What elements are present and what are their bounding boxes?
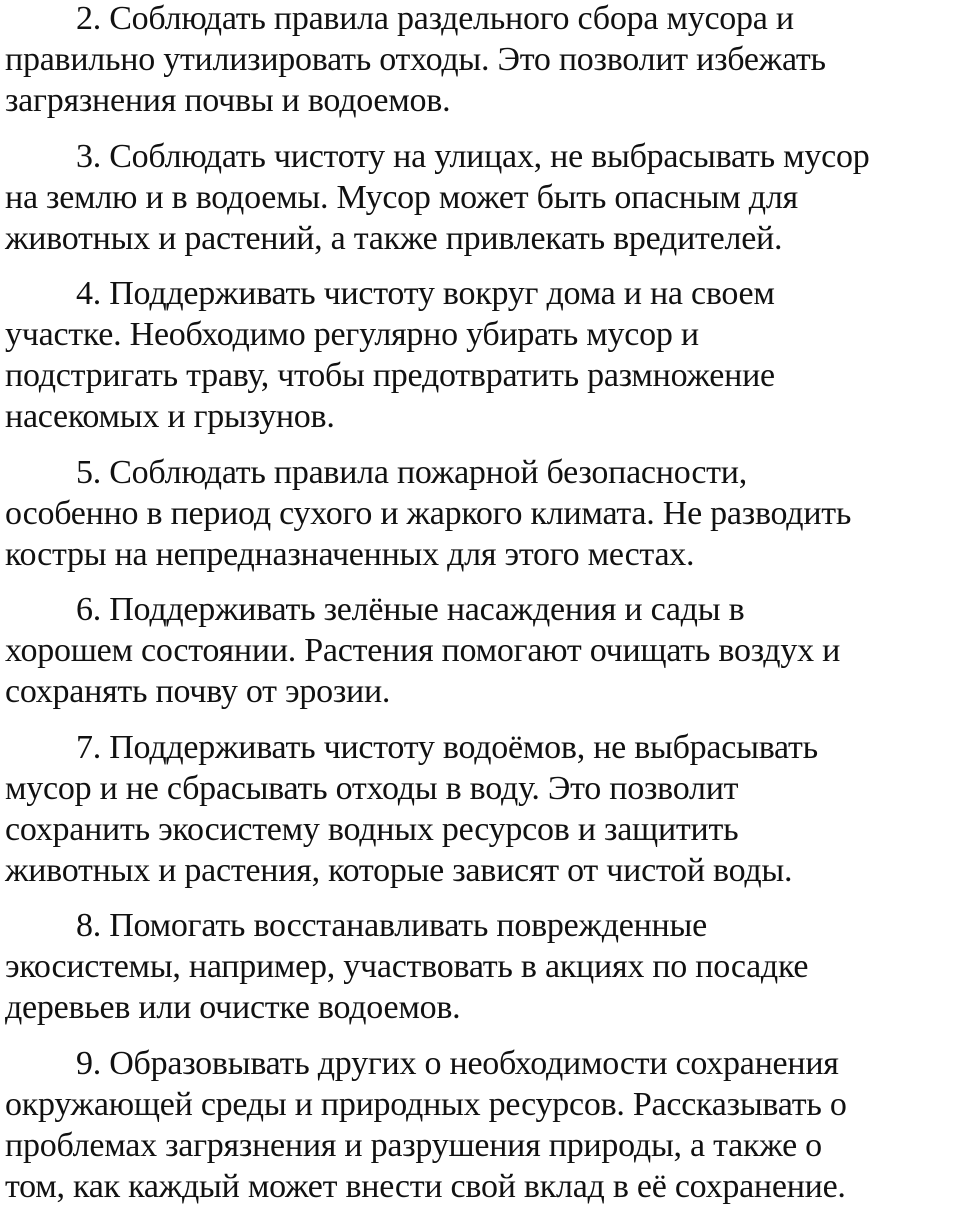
paragraph-line: деревьев или очистке водоемов. bbox=[5, 989, 461, 1026]
list-item-7 bbox=[5, 727, 960, 891]
paragraph-line: проблемах загрязнения и разрушения природы, а также о bbox=[5, 1126, 822, 1164]
paragraph-line: 5. Соблюдать правила пожарной безопасности, bbox=[76, 453, 747, 491]
paragraph-line: 4. Поддерживать чистоту вокруг дома и на своем bbox=[76, 275, 775, 312]
paragraph-line: животных и растения, которые зависят от чистой воды. bbox=[5, 851, 793, 889]
list-item-8 bbox=[5, 905, 960, 1028]
paragraph-line: на землю и в водоемы. Мусор может быть опасным для bbox=[5, 178, 798, 216]
paragraph-line: 8. Помогать восстанавливать поврежденные bbox=[76, 907, 707, 944]
paragraph-line: 3. Соблюдать чистоту на улицах, не выбрасывать мусор bbox=[76, 137, 870, 175]
paragraph-line: том, как каждый может внести свой вклад в её сохранение. bbox=[5, 1167, 846, 1205]
list-item-4 bbox=[5, 273, 960, 437]
list-item-9 bbox=[5, 1043, 960, 1207]
paragraph-line: хорошем состоянии. Растения помогают очищать воздух и bbox=[5, 632, 841, 669]
paragraph-line: участке. Необходимо регулярно убирать мусор и bbox=[5, 316, 699, 353]
paragraph-line: экосистемы, например, участвовать в акциях по посадке bbox=[5, 948, 809, 985]
paragraph-line: 9. Образовывать других о необходимости сохранения bbox=[76, 1044, 839, 1082]
paragraph-line: 7. Поддерживать чистоту водоёмов, не выбрасывать bbox=[76, 728, 818, 766]
paragraph-line: правильно утилизировать отходы. Это позволит избежать bbox=[5, 41, 826, 78]
list-item-5 bbox=[5, 452, 960, 575]
paragraph-line: насекомых и грызунов. bbox=[5, 398, 335, 435]
paragraph-line: окружающей среды и природных ресурсов. Рассказывать о bbox=[5, 1085, 847, 1123]
paragraph-line: 2. Соблюдать правила раздельного сбора мусора и bbox=[76, 0, 794, 37]
list-item-6 bbox=[5, 589, 960, 712]
paragraph-line: костры на непредназначенных для этого местах. bbox=[5, 535, 695, 573]
paragraph-line: загрязнения почвы и водоемов. bbox=[5, 82, 451, 119]
paragraph-line: подстригать траву, чтобы предотвратить размножение bbox=[5, 357, 775, 394]
paragraph-line: особенно в период сухого и жаркого климата. Не разводить bbox=[5, 494, 852, 532]
list-item-2 bbox=[5, 0, 960, 121]
paragraph-line: животных и растений, а также привлекать вредителей. bbox=[5, 219, 783, 257]
document-page bbox=[5, 0, 960, 1221]
list-item-3 bbox=[5, 136, 960, 259]
paragraph-line: 6. Поддерживать зелёные насаждения и сады в bbox=[76, 591, 745, 628]
paragraph-line: сохранять почву от эрозии. bbox=[5, 673, 391, 710]
paragraph-line: мусор и не сбрасывать отходы в воду. Это позволит bbox=[5, 769, 739, 807]
paragraph-line: сохранить экосистему водных ресурсов и защитить bbox=[5, 810, 739, 848]
